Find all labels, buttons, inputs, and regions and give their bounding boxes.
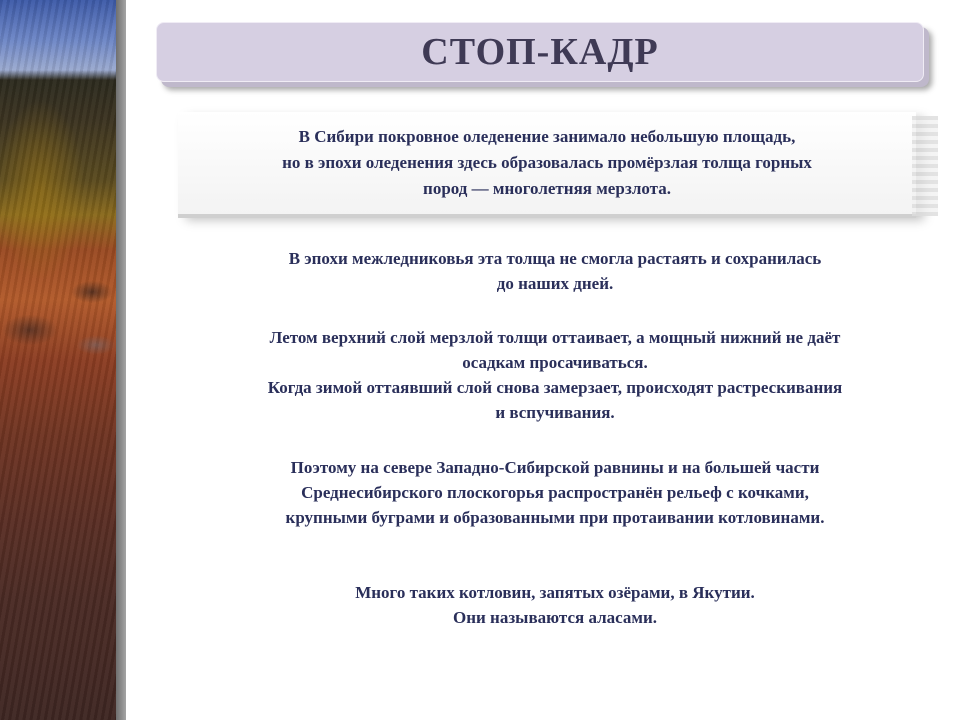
paragraph-line: до наших дней.	[496, 274, 614, 293]
paragraph-line: и вспучивания.	[495, 403, 615, 422]
photo-border	[116, 0, 126, 720]
paragraph-line: осадкам просачиваться.	[462, 353, 648, 372]
intro-line: пород — многолетняя мерзлота.	[423, 179, 671, 198]
paragraph-line: Они называются аласами.	[452, 608, 658, 627]
title-banner	[156, 22, 924, 82]
paragraph-line: крупными буграми и образованными при протаивании котловинами.	[285, 508, 825, 527]
paragraph-line: Когда зимой оттаявший слой снова замерзает, происходят растрескивания	[267, 378, 843, 397]
intro-note-card	[178, 112, 916, 214]
intro-text	[202, 124, 892, 202]
intro-line: но в эпохи оледенения здесь образовалась промёрзлая толща горных	[282, 153, 812, 172]
paragraph-line: Поэтому на севере Западно-Сибирской равнины и на большей части	[290, 458, 820, 477]
slide-title: СТОП-КАДР	[421, 31, 659, 73]
paragraph-line: Среднесибирского плоскогорья распространён рельеф с кочками,	[301, 483, 809, 502]
paragraph-line: В эпохи межледниковья эта толща не смогла растаять и сохранилась	[288, 249, 822, 268]
paragraph-thawing	[180, 325, 930, 425]
paragraph-line: Много таких котловин, запятых озёрами, в Якутии.	[355, 583, 755, 602]
paragraph-line: Летом верхний слой мерзлой толщи оттаивает, а мощный нижний не даёт	[269, 328, 841, 347]
autumn-landscape-photo	[0, 0, 116, 720]
paragraph-relief	[180, 455, 930, 530]
paragraph-interglacial	[180, 246, 930, 296]
intro-line: В Сибири покровное оледенение занимало небольшую площадь,	[298, 127, 796, 146]
paragraph-alases	[180, 580, 930, 630]
